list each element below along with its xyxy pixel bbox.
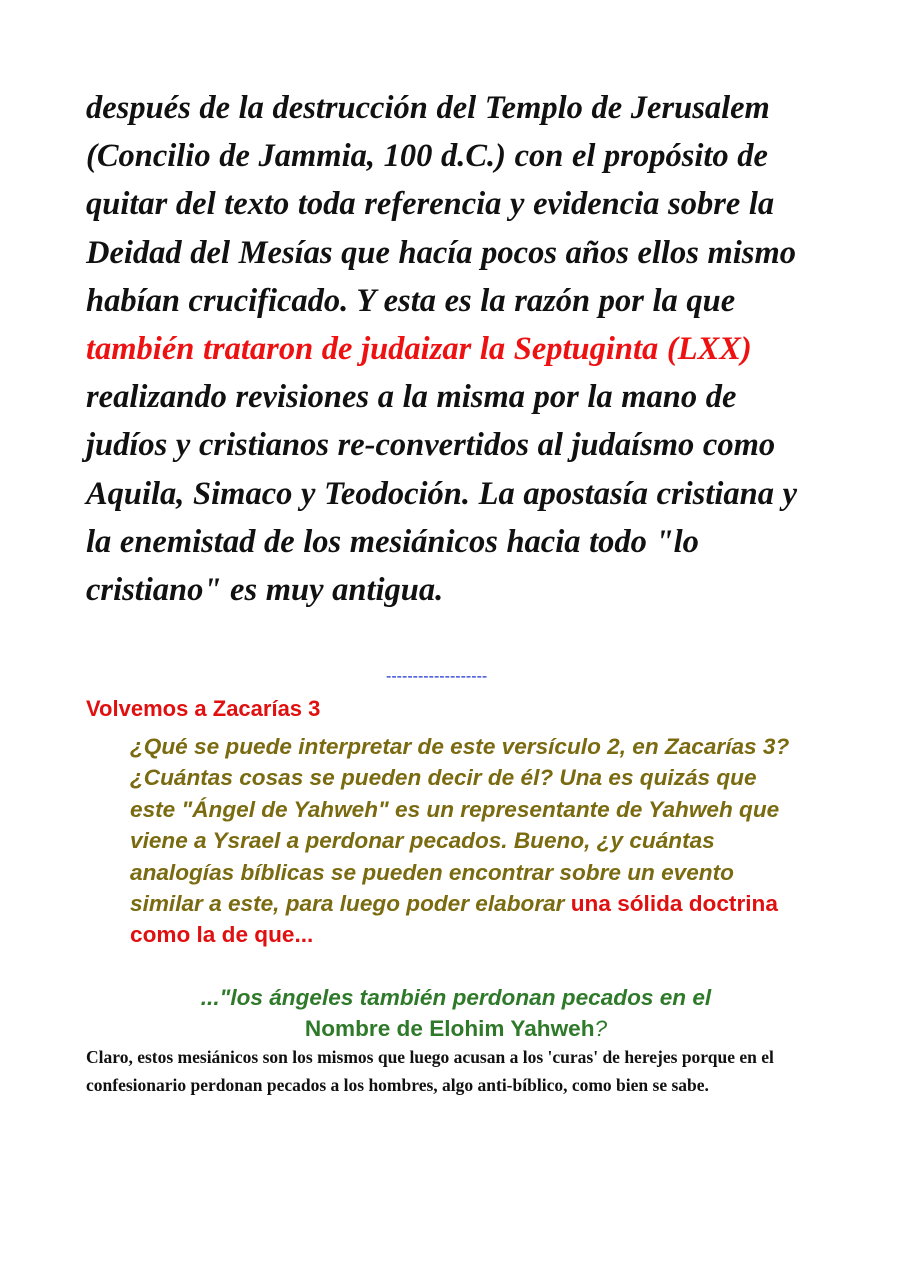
quote-text: ¿Qué se puede interpretar de este versículo 2, en Zacarías 3? ¿Cuántas cosas se pueden decir de él? Una es quizás que este "Ángel de Yahweh" es un representante de Yahweh que viene a Ysrael a perdonar pecados. Bueno, ¿y cuántas analogías bíblicas se pueden encontrar sobre un evento similar a este, para luego poder elaborar <box>130 734 790 917</box>
separator-line: ------------------- <box>386 668 488 685</box>
paragraph-text: después de la destrucción del Templo de Jerusalem (Concilio de Jammia, 100 d.C.) con el propósito de quitar del texto toda referencia y evidencia sobre la Deidad del Mesías que hacía pocos años ellos mismo habían crucificado. Y esta es la razón por la que <box>86 90 796 319</box>
quote-paragraph <box>130 731 790 951</box>
paragraph-text-continued: realizando revisiones a la misma por la mano de judíos y cristianos re-convertidos al judaísmo como Aquila, Simaco y Teodoción. La apostasía cristiana y la enemistad de los mesiánicos hacia todo "lo cristiano" es muy antigua. <box>86 379 798 609</box>
body-paragraph <box>86 84 826 614</box>
highlighted-text: también trataron de judaizar la Septuginta (LXX) <box>86 331 752 368</box>
closing-paragraph: Claro, estos mesiánicos son los mismos que luego acusan a los 'curas' de herejes porque en el confesionario perdonan pecados a los hombres, algo anti-bíblico, como bien se sabe. <box>86 1047 774 1095</box>
centered-quote <box>86 982 826 1045</box>
quote-highlight: una sólida doctrina como la de que... <box>130 891 778 948</box>
centered-quote-line-1: ..."los ángeles también perdonan pecados en el <box>200 985 712 1010</box>
section-heading: Volvemos a Zacarías 3 <box>86 696 321 721</box>
question-mark: ? <box>594 1016 608 1042</box>
centered-quote-line-2: Nombre de Elohim Yahweh <box>304 1016 595 1042</box>
